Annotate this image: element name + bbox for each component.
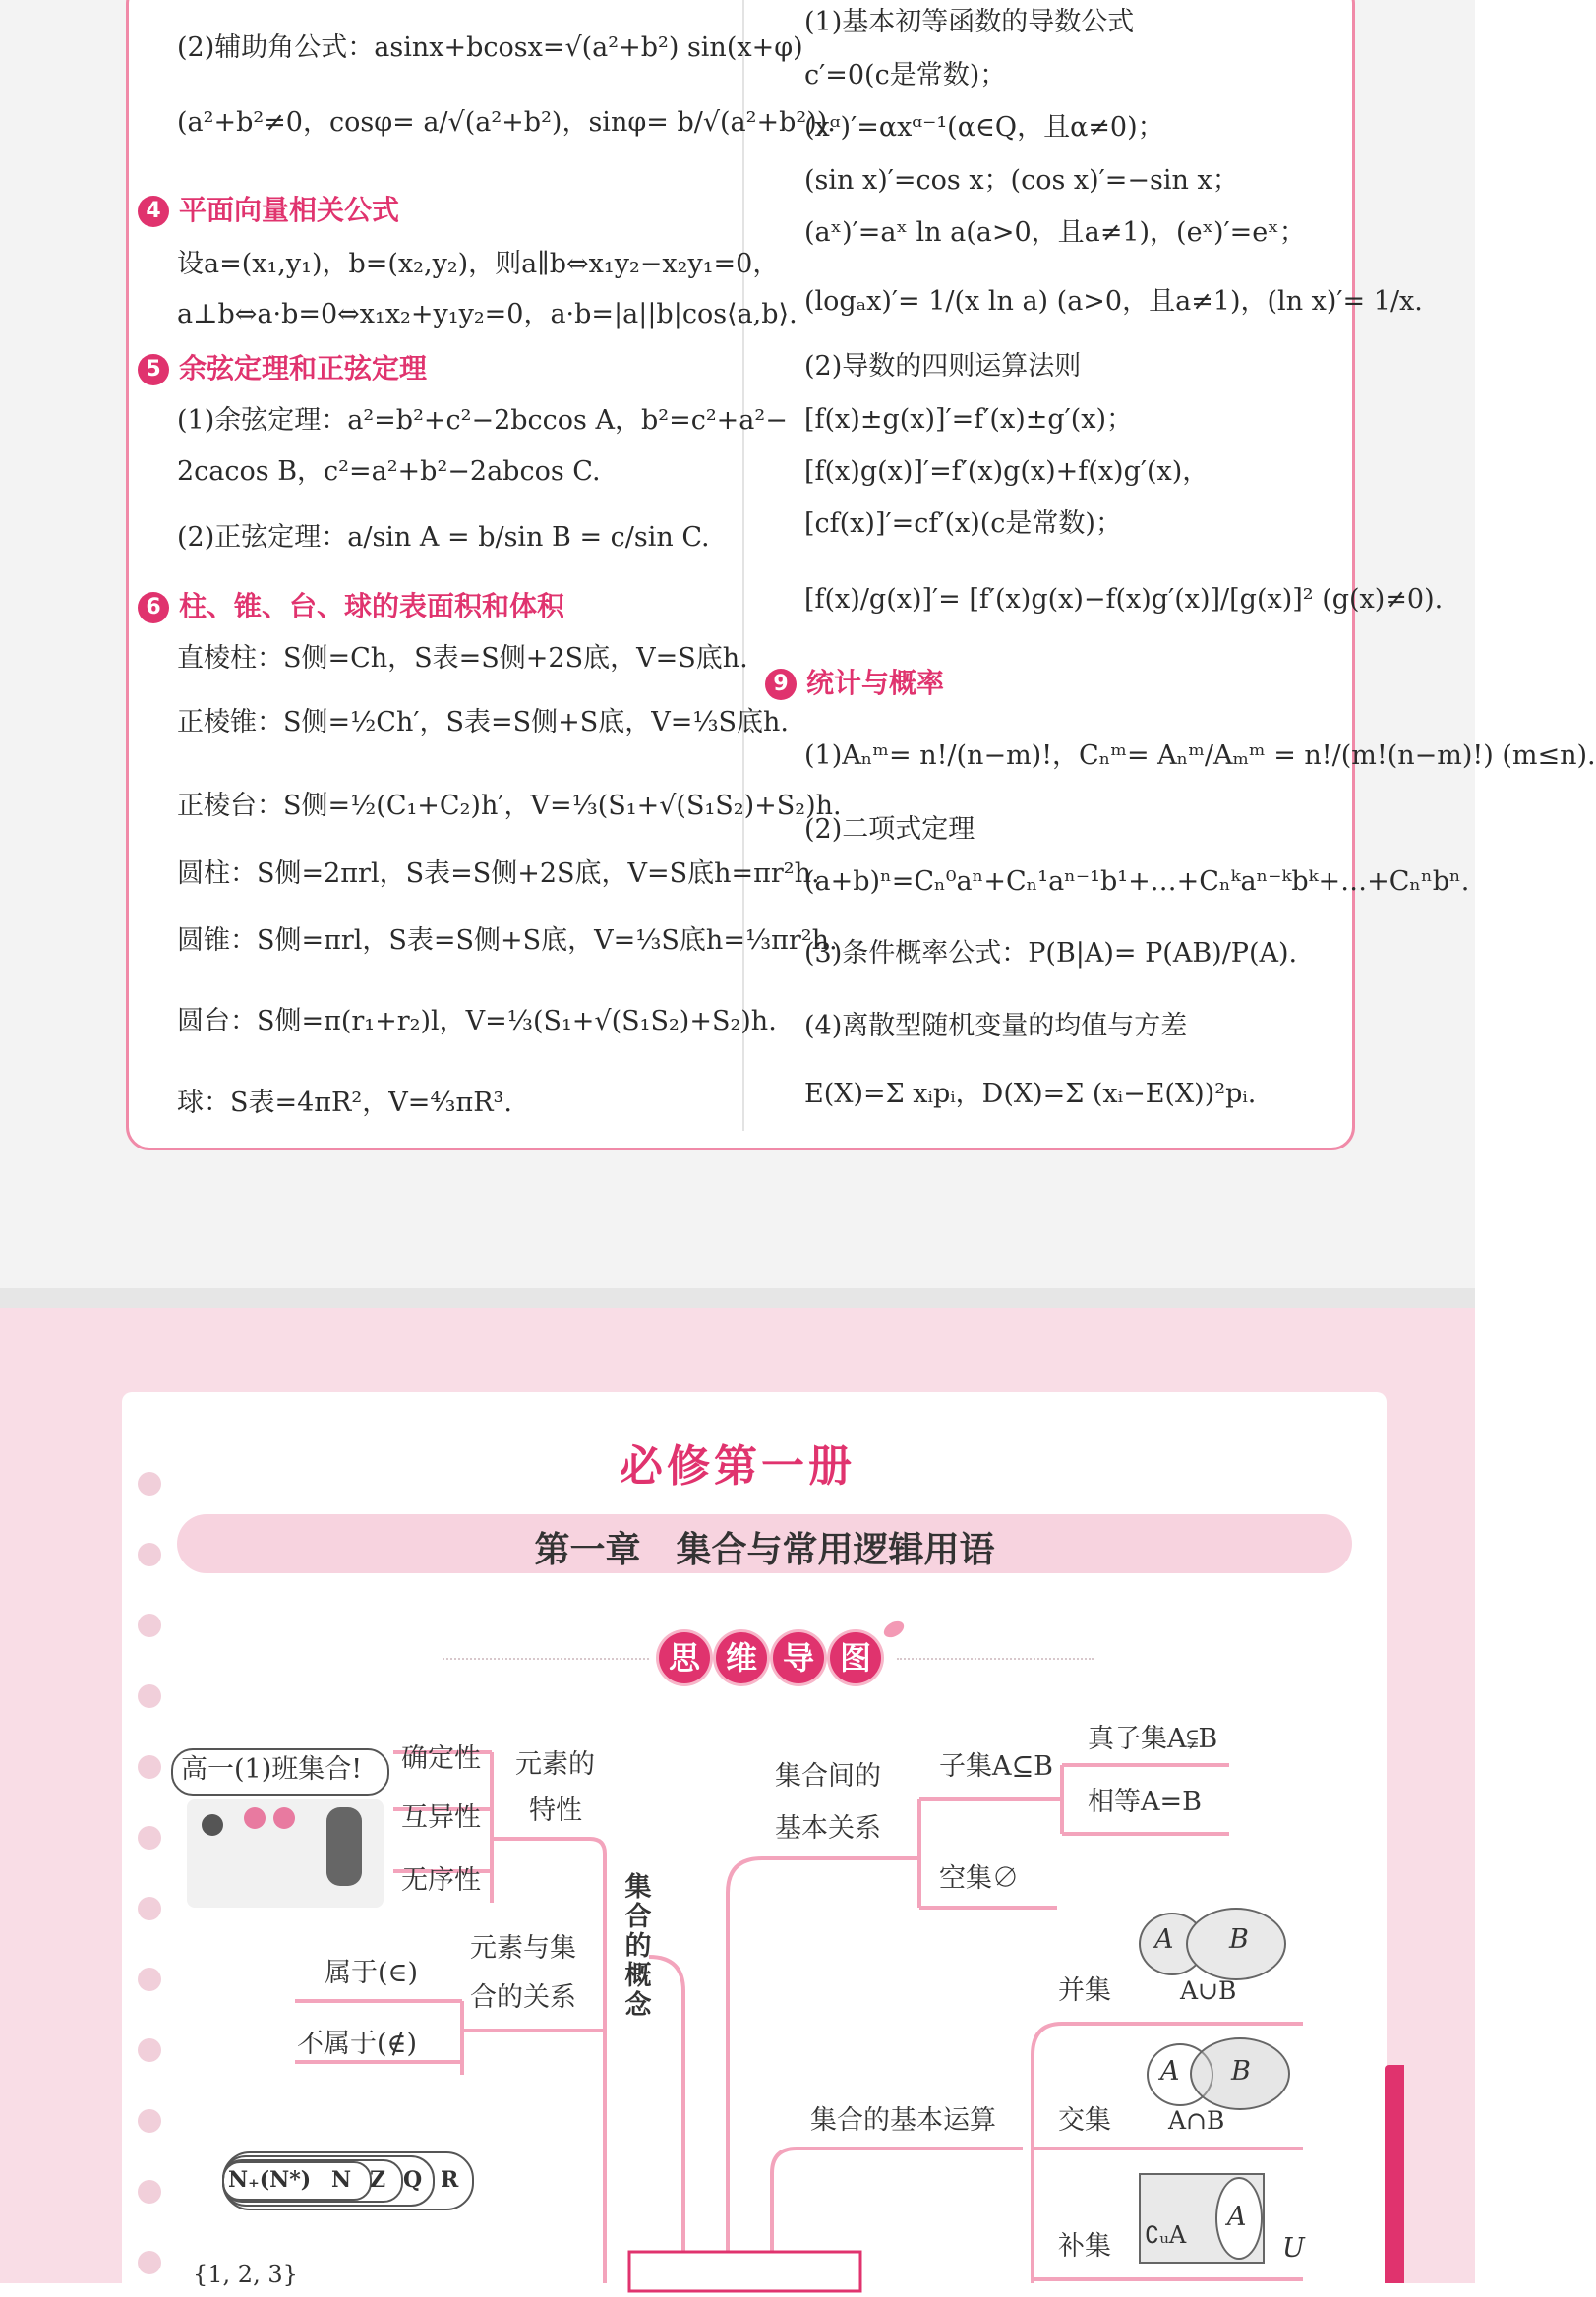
union-expr: A∪B — [1180, 1976, 1237, 2005]
cosine-law-line-1: (1)余弦定理：a²=b²+c²−2bccos A，b²=c²+a²− — [177, 405, 788, 436]
section-number: 4 — [138, 196, 169, 227]
equal-label: 相等A=B — [1088, 1787, 1202, 1817]
numset-r: R — [441, 2167, 459, 2193]
element-property-label: 元素的 — [515, 1749, 595, 1780]
element-property-label: 特性 — [529, 1796, 582, 1826]
venn-b-label: B — [1231, 2056, 1251, 2087]
union-label: 并集 — [1058, 1975, 1111, 2006]
relation-label: 合的关系 — [470, 1982, 576, 2013]
prop-unordered: 无序性 — [401, 1865, 481, 1896]
derivative-exp: (aˣ)′=aˣ ln a(a>0，且a≠1)，(eˣ)′=eˣ； — [804, 217, 1306, 248]
mindmap-char: 维 — [716, 1632, 767, 1683]
section-title: 余弦定理和正弦定理 — [179, 352, 428, 384]
mindmap-char: 导 — [773, 1632, 824, 1683]
binomial-formula: (a+b)ⁿ=Cₙ⁰aⁿ+Cₙ¹aⁿ⁻¹b¹+…+Cₙᵏaⁿ⁻ᵏbᵏ+…+Cₙⁿbⁿ. — [804, 866, 1470, 897]
prop-distinct: 互异性 — [401, 1802, 481, 1833]
universe-label: U — [1282, 2233, 1305, 2264]
derivative-log: (logₐx)′= 1/(x ln a) (a>0，且a≠1)，(ln x)′= 1/x. — [804, 286, 1423, 317]
mindmap-char: 思 — [659, 1632, 710, 1683]
subset-label: 子集A⊆B — [939, 1751, 1053, 1782]
derivative-heading: (1)基本初等函数的导数公式 — [804, 7, 1135, 37]
not-belong-label: 不属于(∉) — [297, 2029, 418, 2059]
frustum-formula: 正棱台：S侧=½(C₁+C₂)h′，V=⅓(S₁+√(S₁S₂)+S₂)h. — [177, 791, 842, 821]
sphere-formula: 球：S表=4πR²，V=⁴⁄₃πR³. — [177, 1088, 512, 1118]
ops-group-label: 集合的基本运算 — [810, 2105, 996, 2136]
intersection-expr: A∩B — [1168, 2106, 1225, 2135]
chapter-title: 第一章 集合与常用逻辑用语 — [534, 1529, 995, 1570]
set-example-partial: {1, 2, 3} — [193, 2261, 298, 2288]
binomial-heading: (2)二项式定理 — [804, 814, 975, 845]
numset-q: Q — [403, 2167, 423, 2193]
belong-label: 属于(∈) — [325, 1958, 419, 1988]
speech-text: 高一(1)班集合! — [181, 1754, 363, 1785]
complement-a-label: A — [1227, 2202, 1247, 2232]
prop-definite: 确定性 — [401, 1743, 481, 1774]
set-concept-label: 集合的概念 — [624, 1872, 652, 2021]
relation-label: 元素与集 — [470, 1933, 576, 1964]
numset-z: Z — [370, 2167, 386, 2193]
vector-line-1: 设a=(x₁,y₁)，b=(x₂,y₂)，则a∥b⇔x₁y₂−x₂y₁=0， — [177, 249, 780, 279]
pyramid-formula: 正棱锥：S侧=½Ch′，S表=S侧+S底，V=⅓S底h. — [177, 707, 789, 737]
prism-formula: 直棱柱：S侧=Ch，S表=S侧+2S底，V=S底h. — [177, 643, 748, 674]
venn-a-label: A — [1154, 1924, 1174, 1955]
derivative-power: (xᵅ)′=αxᵅ⁻¹(α∈Q，且α≠0)； — [804, 112, 1164, 143]
section-title: 柱、锥、台、球的表面积和体积 — [179, 590, 565, 622]
mindmap-char: 图 — [830, 1632, 881, 1683]
permutation-formula: (1)Aₙᵐ= n!/(n−m)!，Cₙᵐ= Aₙᵐ/Aₘᵐ = n!/(m!(n−m)!) (m≤n). — [804, 740, 1596, 771]
numset-nplus: N₊(N*) — [228, 2167, 312, 2193]
relations-group-label: 集合间的 — [775, 1761, 881, 1792]
section-number: 9 — [765, 669, 797, 700]
page-edge-tab — [1385, 2065, 1404, 2283]
complement-expr: ∁ᵤA — [1145, 2221, 1187, 2249]
arith-rules-heading: (2)导数的四则运算法则 — [804, 351, 1082, 382]
aux-angle-condition: (a²+b²≠0，cosφ= a/√(a²+b²)，sinφ= b/√(a²+b²)). — [177, 107, 836, 138]
rule-product: [f(x)g(x)]′=f′(x)g(x)+f(x)g′(x)， — [804, 456, 1210, 487]
cosine-law-line-2: 2cacos B，c²=a²+b²−2abcos C. — [177, 456, 601, 487]
cylinder-formula: 圆柱：S侧=2πrl，S表=S侧+2S底，V=S底h=πr²h. — [177, 858, 820, 889]
derivative-trig: (sin x)′=cos x；(cos x)′=−sin x； — [804, 165, 1239, 196]
proper-subset-label: 真子集A⫋B — [1088, 1724, 1218, 1754]
numset-n: N — [331, 2167, 352, 2193]
rule-quotient: [f(x)/g(x)]′= [f′(x)g(x)−f(x)g′(x)]/[g(x)]² (g(x)≠0). — [804, 584, 1444, 615]
aux-angle-formula: (2)辅助角公式：asinx+bcosx=√(a²+b²) sin(x+φ) — [177, 32, 803, 63]
vector-line-2: a⊥b⇔a·b=0⇔x₁x₂+y₁y₂=0，a·b=|a||b|cos⟨a,b⟩. — [177, 299, 798, 329]
rule-sum: [f(x)±g(x)]′=f′(x)±g′(x)； — [804, 404, 1134, 435]
student-head — [202, 1814, 223, 1836]
student-head — [273, 1807, 295, 1829]
venn-a-label: A — [1160, 2056, 1180, 2087]
book-title: 必修第一册 — [620, 1442, 856, 1492]
intersection-label: 交集 — [1058, 2105, 1111, 2136]
rule-constant: [cf(x)]′=cf′(x)(c是常数)； — [804, 508, 1122, 539]
truncated-cone-formula: 圆台：S侧=π(r₁+r₂)l，V=⅓(S₁+√(S₁S₂)+S₂)h. — [177, 1006, 777, 1036]
derivative-const: c′=0(c是常数)； — [804, 60, 1007, 90]
student-figure — [326, 1807, 362, 1886]
cone-formula: 圆锥：S侧=πrl，S表=S侧+S底，V=⅓S底h=⅓πr²h. — [177, 925, 838, 956]
sine-law: (2)正弦定理：a/sin A = b/sin B = c/sin C. — [177, 522, 710, 553]
section-title: 平面向量相关公式 — [179, 194, 400, 226]
complement-label: 补集 — [1058, 2231, 1111, 2262]
relations-group-label: 基本关系 — [775, 1813, 881, 1844]
venn-b-label: B — [1229, 1924, 1249, 1955]
student-head — [244, 1807, 266, 1829]
section-title: 统计与概率 — [806, 667, 945, 699]
expectation-heading: (4)离散型随机变量的均值与方差 — [804, 1011, 1188, 1041]
section-number: 5 — [138, 354, 169, 385]
section-number: 6 — [138, 592, 169, 623]
expectation-formula: E(X)=Σ xᵢpᵢ，D(X)=Σ (xᵢ−E(X))²pᵢ. — [804, 1079, 1257, 1109]
conditional-probability: (3)条件概率公式：P(B|A)= P(AB)/P(A). — [804, 938, 1298, 969]
empty-set-label: 空集∅ — [939, 1863, 1019, 1894]
